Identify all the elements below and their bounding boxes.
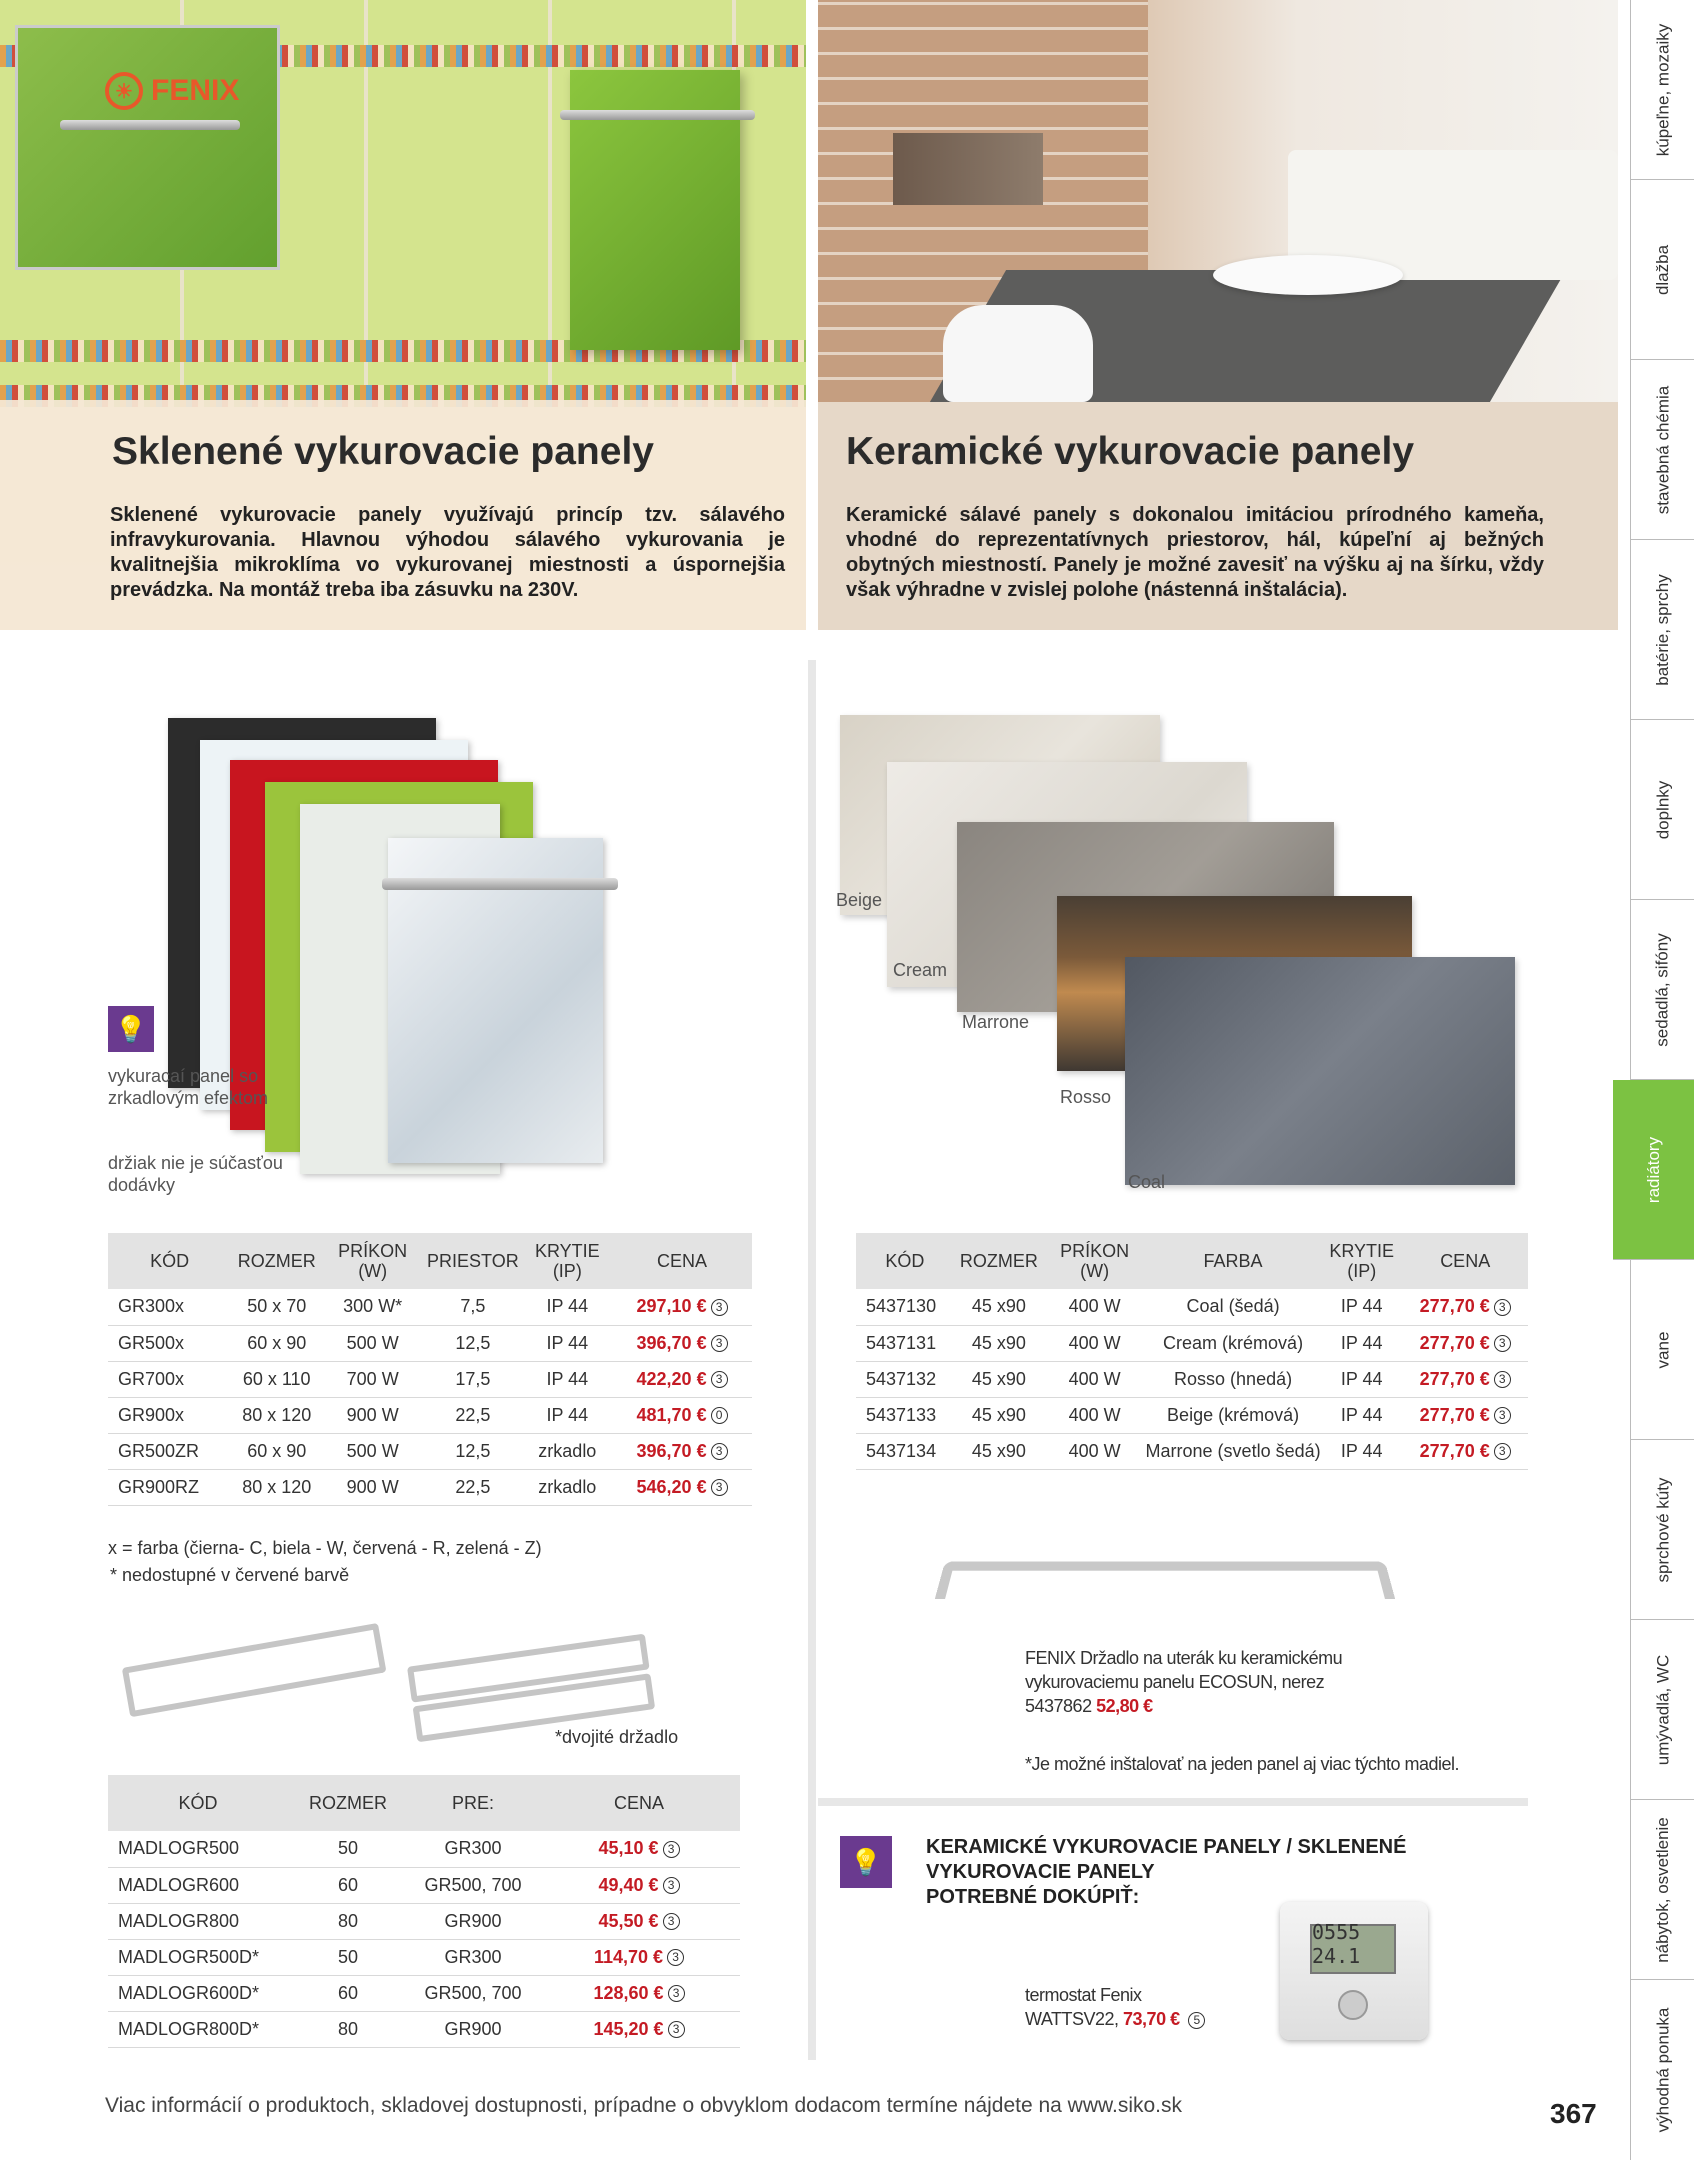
availability-icon: 3 [668,1985,685,2002]
price: 277,70 € [1419,1332,1490,1353]
double-handle-label: *dvojité držadlo [555,1727,679,1747]
col-krytie: KRYTIE (IP) [523,1233,613,1289]
thermostat-code: WATTSV22, [1025,2009,1119,2029]
table-row: 5437132 45 x90 400 W Rosso (hnedá) IP 44 277,70 € 3 [856,1361,1528,1397]
lightbulb-icon: 💡 [108,1006,154,1052]
lightbulb-icon: 💡 [840,1836,892,1888]
table-row: 5437133 45 x90 400 W Beige (krémová) IP 44 277,70 € 3 [856,1397,1528,1433]
living-room-photo [818,0,1618,402]
availability-icon: 3 [1494,1371,1511,1388]
availability-icon: 3 [711,1479,728,1496]
ceramic-label-coal: Coal [1128,1172,1166,1192]
price: 396,70 € [636,1332,707,1353]
ceramic-wall-panel [893,133,1043,205]
price: 145,20 € [593,2018,664,2039]
thermostat-price: 73,70 € [1123,2009,1180,2029]
availability-icon: 3 [667,1949,684,1966]
sidebar-item-radiatory[interactable]: radiátory [1613,1080,1694,1260]
sidebar-item-baterie[interactable]: batérie, sprchy [1631,540,1694,720]
single-handle-image [107,1592,404,1759]
towel-holder-image [930,1550,1410,1630]
table-row: GR500ZR 60 x 90 500 W 12,5 zrkadlo 396,70 € 3 [108,1433,752,1469]
col-prikon: PRÍKON (W) [322,1233,423,1289]
towel-holder-note: *Je možné inštalovať na jeden panel aj viac týchto madiel. [1025,1754,1460,1774]
footer-info: Viac informácií o produktoch, skladovej dostupnosti, prípadne o obvyklom dodacom termíne nájdete na www.siko.sk [105,2094,1183,2117]
table-row: MADLOGR800D* 80 GR900 145,20 € 3 [108,2011,740,2047]
price: 277,70 € [1419,1404,1490,1425]
column-divider [808,660,816,2060]
thermostat-image [1280,1902,1428,2040]
price: 49,40 € [598,1874,659,1895]
towel-holder-desc-2: vykurovaciemu panelu ECOSUN, nerez [1025,1672,1325,1692]
availability-icon: 3 [711,1443,728,1460]
availability-icon: 3 [1494,1335,1511,1352]
availability-icon: 3 [1494,1443,1511,1460]
availability-icon: 3 [663,1841,680,1858]
availability-icon: 3 [711,1299,728,1316]
section-divider [818,1798,1528,1806]
sun-icon: ☀ [105,72,143,110]
sidebar-item-vane[interactable]: vane [1631,1260,1694,1440]
table-row: 5437130 45 x90 400 W Coal (šedá) IP 44 277,70 € 3 [856,1289,1528,1325]
ceramic-label-rosso: Rosso [1060,1087,1112,1107]
price: 128,60 € [593,1982,664,2003]
price: 277,70 € [1419,1296,1490,1317]
towel-holder-price: 52,80 € [1096,1696,1153,1716]
mirror-panel-note: vykuracaí panel so zrkadlovým efektom [108,1066,269,1108]
table-row: GR900RZ 80 x 120 900 W 22,5 zrkadlo 546,20 € 3 [108,1469,752,1505]
table-row: GR900x 80 x 120 900 W 22,5 IP 44 481,70 € 0 [108,1397,752,1433]
availability-icon: 3 [663,1913,680,1930]
ceramic-label-beige: Beige [836,890,883,910]
col-cena: CENA [1402,1233,1528,1289]
price: 422,20 € [636,1368,707,1389]
thermostat-name: termostat Fenix [1025,1985,1142,2005]
table-row: MADLOGR600D* 60 GR500, 700 128,60 € 3 [108,1975,740,2011]
towel-holder-code: 5437862 [1025,1696,1092,1716]
table-row: GR300x 50 x 70 300 W* 7,5 IP 44 297,10 € 3 [108,1289,752,1325]
table-row: MADLOGR800 80 GR900 45,50 € 3 [108,1903,740,1939]
availability-icon: 3 [663,1877,680,1894]
col-rozmer: ROZMER [288,1775,408,1831]
towel-holder-price-line [1025,1694,1153,1718]
price: 481,70 € [636,1404,707,1425]
green-mirror-panel [15,25,280,270]
sidebar-item-nabytok[interactable]: nábytok, osvetlenie [1631,1800,1694,1980]
glass-section-intro: Sklenené vykurovacie panely využívajú princíp tzv. sálavého infravykurovania. Hlavnou výhodou sálavého vykurovania je kvalitnejšia mikroklíma vo vykurovanej miestnosti a úspornejšia prevádzka. Na montáž treba iba zásuvku na 230V. [110,504,785,601]
sidebar-item-kupelne[interactable]: kúpeľne, mozaiky [1631,0,1694,180]
col-kod: KÓD [108,1775,288,1831]
col-kod: KÓD [856,1233,954,1289]
availability-icon: 0 [711,1407,728,1424]
ceramic-label-marrone: Marrone [962,1012,1030,1032]
ceramic-section-intro: Keramické sálavé panely s dokonalou imitáciou prírodného kameňa, vhodné do reprezentatívnych priestorov, hál, kúpeľní aj bežných obytných miestností. Panely je možné zavesiť na výšku aj na šírku, vždy však výhradne v zvislej polohe (nástenná inštalácia). [846,504,1544,601]
price: 114,70 € [593,1946,664,1967]
table-row: GR500x 60 x 90 500 W 12,5 IP 44 396,70 € 3 [108,1325,752,1361]
table-row: MADLOGR500 50 GR300 45,10 € 3 [108,1831,740,1867]
table-row: GR700x 60 x 110 700 W 17,5 IP 44 422,20 € 3 [108,1361,752,1397]
unavailable-note: * nedostupné v červené barvě [110,1565,350,1585]
availability-icon: 3 [1494,1407,1511,1424]
glass-panels-table [108,1233,752,1506]
sidebar-item-vyhodna-ponuka[interactable]: výhodná ponuka [1653,2007,1672,2133]
ceramic-label-cream: Cream [893,960,948,980]
table-row: MADLOGR600 60 GR500, 700 49,40 € 3 [108,1867,740,1903]
sidebar-item-stavebna-chemia[interactable]: stavebná chémia [1631,360,1694,540]
glass-section-title: Sklenené vykurovacie panely [112,430,654,473]
towel-holder-desc-1: FENIX Držadlo na uterák ku keramickému [1025,1648,1343,1668]
table-row: 5437131 45 x90 400 W Cream (krémová) IP 44 277,70 € 3 [856,1325,1528,1361]
category-sidebar [1630,0,1694,2160]
glass-panels-hero [0,0,806,630]
availability-icon: 5 [1188,2012,1205,2029]
thermostat-price-line [1025,2007,1205,2031]
thermostat-display: 0555 24.1 [1310,1924,1396,1974]
col-cena: CENA [538,1775,740,1831]
sidebar-item-dlazba[interactable]: dlažba [1631,180,1694,360]
color-legend: x = farba (čierna- C, biela - W, červená - R, zelená - Z) [108,1538,542,1558]
price: 396,70 € [636,1440,707,1461]
col-cena: CENA [612,1233,752,1289]
col-farba: FARBA [1145,1233,1321,1289]
handles-table [108,1775,740,2048]
availability-icon: 3 [711,1335,728,1352]
fenix-logo: ☀ FENIX [105,72,239,110]
col-priestor: PRIESTOR [423,1233,522,1289]
sidebar-item-sprchove-kuty[interactable]: sprchové kúty [1631,1440,1694,1620]
price: 45,50 € [598,1910,659,1931]
col-krytie: KRYTIE (IP) [1321,1233,1402,1289]
ceramic-section-title: Keramické vykurovacie panely [846,430,1415,473]
holder-note: držiak nie je súčasťou dodávky [108,1153,283,1195]
availability-icon: 3 [711,1371,728,1388]
ceramic-panels-image [830,700,1530,1200]
price: 277,70 € [1419,1368,1490,1389]
sidebar-item-doplnky[interactable]: doplnky [1631,720,1694,900]
buy-box-title: KERAMICKÉ VYKUROVACIE PANELY / SKLENENÉ VYKUROVACIE PANELY POTREBNÉ DOKÚPIŤ: [926,1836,1407,1908]
page-number: 367 [1550,2098,1597,2129]
availability-icon: 3 [1494,1299,1511,1316]
sidebar-item-sedadla[interactable]: sedadlá, sifóny [1631,900,1694,1080]
sidebar-item-umyvadla[interactable]: umývadlá, WC [1631,1620,1694,1800]
ceramic-panels-table [856,1233,1528,1470]
col-pre: PRE: [408,1775,538,1831]
availability-icon: 3 [668,2021,685,2038]
price: 277,70 € [1419,1440,1490,1461]
ceramic-panels-hero [818,0,1618,630]
price: 546,20 € [636,1476,707,1497]
col-kod: KÓD [108,1233,231,1289]
col-rozmer: ROZMER [954,1233,1044,1289]
price: 45,10 € [598,1838,659,1859]
col-rozmer: ROZMER [231,1233,322,1289]
price: 297,10 € [636,1296,707,1317]
table-row: MADLOGR500D* 50 GR300 114,70 € 3 [108,1939,740,1975]
table-row: 5437134 45 x90 400 W Marrone (svetlo šedá) IP 44 277,70 € 3 [856,1433,1528,1469]
col-prikon: PRÍKON (W) [1044,1233,1145,1289]
